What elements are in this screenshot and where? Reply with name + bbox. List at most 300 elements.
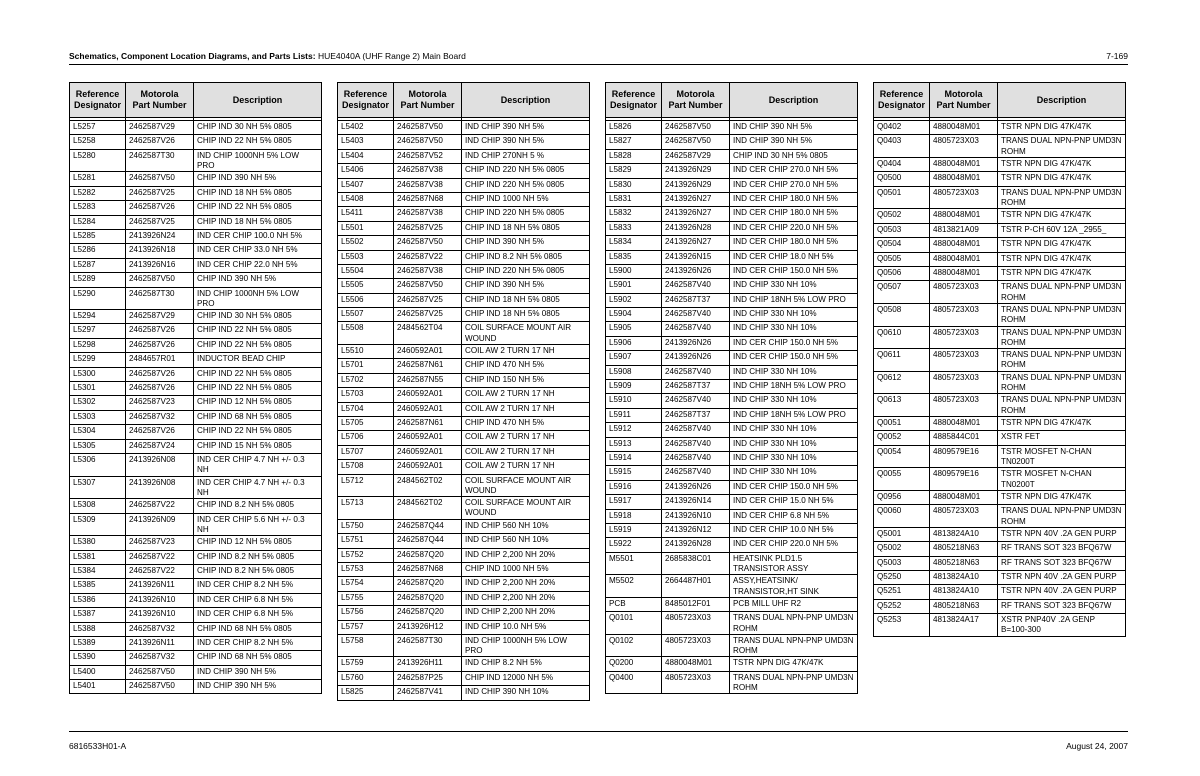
cell-description: CHIP IND 22 NH 5% 0805 (194, 338, 322, 352)
cell-description: IND CHIP 2,200 NH 20% (462, 606, 590, 620)
cell-description: IND CER CHIP 220.0 NH 5% (730, 221, 858, 235)
table-row (338, 135, 590, 149)
cell-description: IND CHIP 390 NH 5% (462, 121, 590, 135)
cell-description: COIL AW 2 TURN 17 NH (462, 388, 590, 402)
cell-reference-designator: L5750 (338, 519, 394, 533)
table-row (606, 236, 858, 250)
cell-part-number: 4813824A10 (930, 571, 998, 585)
cell-description: TSTR NPN DIG 47K/47K (998, 490, 1126, 504)
cell-description: TRANS DUAL NPN-PNP UMD3N ROHM (998, 394, 1126, 417)
cell-part-number: 2462587N61 (394, 359, 462, 373)
cell-description: IND CHIP 560 NH 10% (462, 534, 590, 548)
cell-reference-designator: L5831 (606, 192, 662, 206)
cell-description: PCB MILL UHF R2 (730, 597, 858, 611)
cell-description: IND CER CHIP 6.8 NH 5% (194, 593, 322, 607)
cell-reference-designator: L5305 (70, 439, 126, 453)
header-part-number: Motorola Part Number (394, 83, 462, 118)
cell-reference-designator: L5900 (606, 264, 662, 278)
cell-part-number: 4880048M01 (930, 266, 998, 280)
cell-part-number: 2462587V26 (126, 425, 194, 439)
cell-description: COIL AW 2 TURN 17 NH (462, 445, 590, 459)
cell-part-number: 4880048M01 (930, 121, 998, 135)
table-row (606, 178, 858, 192)
cell-reference-designator: L5918 (606, 509, 662, 523)
table-row (606, 451, 858, 465)
cell-description: IND CHIP 18NH 5% LOW PRO (730, 293, 858, 307)
cell-part-number: 2462587N68 (394, 562, 462, 576)
cell-description: CHIP IND 22 NH 5% 0805 (194, 425, 322, 439)
cell-description: IND CHIP 1000NH 5% LOW PRO (194, 287, 322, 310)
cell-reference-designator: L5919 (606, 523, 662, 537)
table-row (874, 303, 1126, 326)
table-row (70, 338, 322, 352)
cell-reference-designator: L5833 (606, 221, 662, 235)
cell-part-number: 4805218N63 (930, 556, 998, 570)
table-row (338, 250, 590, 264)
cell-part-number: 4809579E16 (930, 468, 998, 491)
table-row (70, 564, 322, 578)
table-row (338, 445, 590, 459)
cell-description: TSTR NPN DIG 47K/47K (998, 121, 1126, 135)
table-row (70, 367, 322, 381)
cell-part-number: 4805723X03 (662, 612, 730, 635)
cell-description: IND CER CHIP 15.0 NH 5% (730, 495, 858, 509)
cell-part-number: 2462587V40 (662, 308, 730, 322)
cell-description: CHIP IND 220 NH 5% 0805 (462, 264, 590, 278)
table-row (338, 431, 590, 445)
cell-part-number: 2462587V50 (662, 121, 730, 135)
cell-reference-designator: L5504 (338, 264, 394, 278)
footer-rule (69, 731, 1128, 732)
table-row (70, 579, 322, 593)
cell-reference-designator: L5290 (70, 287, 126, 310)
cell-reference-designator: L5828 (606, 149, 662, 163)
table-row (606, 394, 858, 408)
cell-description: HEATSINK PLD1.5 TRANSISTOR ASSY (730, 552, 858, 575)
table-row (874, 445, 1126, 468)
table-row (606, 671, 858, 694)
cell-description: IND CER CHIP 150.0 NH 5% (730, 336, 858, 350)
cell-description: CHIP IND 220 NH 5% 0805 (462, 207, 590, 221)
cell-description: TRANS DUAL NPN-PNP UMD3N ROHM (998, 135, 1126, 158)
table-row (338, 577, 590, 591)
cell-part-number: 4805723X03 (930, 349, 998, 372)
cell-part-number: 2685838C01 (662, 552, 730, 575)
cell-reference-designator: Q0052 (874, 431, 930, 445)
cell-description: CHIP IND 68 NH 5% 0805 (194, 651, 322, 665)
cell-reference-designator: L5281 (70, 172, 126, 186)
cell-part-number: 2462587V40 (662, 451, 730, 465)
cell-part-number: 2462587V38 (394, 264, 462, 278)
cell-description: IND CHIP 2,200 NH 20% (462, 577, 590, 591)
cell-part-number: 2413926N28 (662, 538, 730, 552)
cell-reference-designator: Q0051 (874, 416, 930, 430)
cell-description: CHIP IND 12 NH 5% 0805 (194, 396, 322, 410)
cell-reference-designator: L5825 (338, 686, 394, 700)
cell-reference-designator: Q5253 (874, 614, 930, 637)
cell-reference-designator: L5389 (70, 636, 126, 650)
cell-part-number: 2413926N10 (126, 593, 194, 607)
table-row (606, 437, 858, 451)
cell-part-number: 2462587N55 (394, 373, 462, 387)
cell-part-number: 2413926N11 (126, 579, 194, 593)
parts-table-4 (873, 82, 1126, 637)
cell-description: IND CER CHIP 10.0 NH 5% (730, 523, 858, 537)
cell-reference-designator: L5906 (606, 336, 662, 350)
cell-part-number: 2413926H11 (394, 657, 462, 671)
cell-reference-designator: L5835 (606, 250, 662, 264)
table-row (338, 164, 590, 178)
table-row (338, 657, 590, 671)
cell-part-number: 2462587T30 (126, 149, 194, 172)
cell-description: COIL AW 2 TURN 17 NH (462, 402, 590, 416)
cell-description: IND CER CHIP 18.0 NH 5% (730, 250, 858, 264)
table-row (606, 121, 858, 135)
cell-reference-designator: L5300 (70, 367, 126, 381)
cell-reference-designator: L5506 (338, 293, 394, 307)
table-row (874, 490, 1126, 504)
cell-description: CHIP IND 1000 NH 5% (462, 562, 590, 576)
cell-part-number: 2462587V38 (394, 178, 462, 192)
cell-part-number: 4805723X03 (662, 634, 730, 657)
cell-part-number: 2462587V50 (394, 121, 462, 135)
cell-description: ASSY,HEATSINK/ TRANSISTOR,HT SINK (730, 575, 858, 598)
cell-description: IND CHIP 330 NH 10% (730, 322, 858, 336)
table-row (338, 293, 590, 307)
table-row (70, 310, 322, 324)
cell-reference-designator: Q0501 (874, 186, 930, 209)
cell-reference-designator: L5758 (338, 634, 394, 657)
cell-description: CHIP IND 12 NH 5% 0805 (194, 536, 322, 550)
cell-part-number: 2462587V50 (662, 135, 730, 149)
table-row (606, 293, 858, 307)
cell-description: CHIP IND 18 NH 5% 0805 (462, 221, 590, 235)
cell-part-number: 2460592A01 (394, 402, 462, 416)
cell-part-number: 2460592A01 (394, 460, 462, 474)
table-row (606, 221, 858, 235)
cell-description: IND CHIP 10.0 NH 5% (462, 620, 590, 634)
table-row (606, 149, 858, 163)
cell-description: IND CER CHIP 180.0 NH 5% (730, 236, 858, 250)
cell-reference-designator: Q0508 (874, 303, 930, 326)
cell-description: IND CER CHIP 6.8 NH 5% (194, 608, 322, 622)
cell-part-number: 2413926N10 (662, 509, 730, 523)
table-row (874, 542, 1126, 556)
header-reference-designator: Reference Designator (70, 83, 126, 118)
cell-part-number: 4813824A17 (930, 614, 998, 637)
cell-reference-designator: Q0507 (874, 281, 930, 304)
table-row (606, 365, 858, 379)
cell-reference-designator: L5306 (70, 454, 126, 477)
cell-reference-designator: L5298 (70, 338, 126, 352)
cell-description: IND CHIP 270NH 5 % (462, 149, 590, 163)
table-row (874, 157, 1126, 171)
cell-part-number: 4880048M01 (930, 172, 998, 186)
cell-description: CHIP IND 22 NH 5% 0805 (194, 382, 322, 396)
table-header-row (874, 83, 1126, 118)
table-row (70, 439, 322, 453)
cell-part-number: 4880048M01 (930, 490, 998, 504)
cell-description: IND CHIP 1000NH 5% LOW PRO (194, 149, 322, 172)
cell-reference-designator: L5702 (338, 373, 394, 387)
cell-reference-designator: L5304 (70, 425, 126, 439)
cell-description: COIL AW 2 TURN 17 NH (462, 460, 590, 474)
header-part-number: Motorola Part Number (662, 83, 730, 118)
cell-reference-designator: Q0956 (874, 490, 930, 504)
cell-description: IND CHIP 390 NH 10% (462, 686, 590, 700)
cell-reference-designator: L5708 (338, 460, 394, 474)
cell-reference-designator: L5301 (70, 382, 126, 396)
cell-reference-designator: Q0612 (874, 371, 930, 394)
table-row (606, 308, 858, 322)
cell-description: CHIP IND 1000 NH 5% (462, 192, 590, 206)
cell-part-number: 4805218N63 (930, 599, 998, 613)
cell-reference-designator: L5302 (70, 396, 126, 410)
header-title-bold: Schematics, Component Location Diagrams, and Parts Lists: (69, 51, 316, 61)
cell-reference-designator: L5287 (70, 258, 126, 272)
cell-reference-designator: Q0400 (606, 671, 662, 694)
cell-description: TSTR NPN DIG 47K/47K (998, 266, 1126, 280)
cell-reference-designator: L5404 (338, 149, 394, 163)
table-row (70, 622, 322, 636)
table-row (874, 349, 1126, 372)
cell-part-number: 2413926N11 (126, 636, 194, 650)
cell-reference-designator: L5705 (338, 417, 394, 431)
cell-part-number: 2484562T04 (394, 322, 462, 345)
table-row (70, 135, 322, 149)
table-row (338, 345, 590, 359)
cell-description: IND CER CHIP 150.0 NH 5% (730, 264, 858, 278)
cell-description: TSTR NPN DIG 47K/47K (730, 657, 858, 671)
table-row (338, 264, 590, 278)
cell-part-number: 2462587V50 (126, 680, 194, 694)
table-row (338, 460, 590, 474)
cell-description: IND CER CHIP 270.0 NH 5% (730, 178, 858, 192)
cell-part-number: 4880048M01 (930, 252, 998, 266)
cell-reference-designator: L5257 (70, 121, 126, 135)
table-row (70, 410, 322, 424)
cell-reference-designator: L5303 (70, 410, 126, 424)
table-row (606, 207, 858, 221)
table-row (606, 192, 858, 206)
cell-reference-designator: L5411 (338, 207, 394, 221)
cell-reference-designator: L5508 (338, 322, 394, 345)
cell-part-number: 2413926N16 (126, 258, 194, 272)
table-header-row (606, 83, 858, 118)
table-row (70, 186, 322, 200)
cell-description: IND CHIP 330 NH 10% (730, 394, 858, 408)
cell-description: COIL SURFACE MOUNT AIR WOUND (462, 497, 590, 520)
table-row (338, 149, 590, 163)
cell-part-number: 2484562T02 (394, 474, 462, 497)
cell-reference-designator: L5403 (338, 135, 394, 149)
cell-description: IND CER CHIP 220.0 NH 5% (730, 538, 858, 552)
cell-description: IND CER CHIP 8.2 NH 5% (194, 636, 322, 650)
table-row (70, 665, 322, 679)
table-row (874, 281, 1126, 304)
table-row (874, 186, 1126, 209)
table-row (338, 308, 590, 322)
cell-description: IND CER CHIP 4.7 NH +/- 0.3 NH (194, 454, 322, 477)
cell-part-number: 2462587V40 (662, 279, 730, 293)
cell-description: IND CER CHIP 150.0 NH 5% (730, 480, 858, 494)
cell-part-number: 4805723X03 (930, 303, 998, 326)
cell-reference-designator: L5507 (338, 308, 394, 322)
cell-reference-designator: Q5250 (874, 571, 930, 585)
cell-description: TRANS DUAL NPN-PNP UMD3N ROHM (998, 505, 1126, 528)
cell-description: TRANS DUAL NPN-PNP UMD3N ROHM (998, 371, 1126, 394)
table-row (338, 388, 590, 402)
cell-part-number: 2413926N18 (126, 244, 194, 258)
cell-part-number: 2462587V26 (126, 338, 194, 352)
table-row (606, 634, 858, 657)
cell-reference-designator: Q0101 (606, 612, 662, 635)
parts-table-2 (337, 82, 590, 701)
table-row (874, 252, 1126, 266)
cell-description: CHIP IND 30 NH 5% 0805 (730, 149, 858, 163)
cell-description: TSTR NPN 40V .2A GEN PURP (998, 585, 1126, 599)
cell-part-number: 2462587T37 (662, 380, 730, 394)
cell-reference-designator: L5280 (70, 149, 126, 172)
cell-reference-designator: L5297 (70, 324, 126, 338)
cell-description: RF TRANS SOT 323 BFQ67W (998, 599, 1126, 613)
cell-reference-designator: L5916 (606, 480, 662, 494)
table-row (70, 244, 322, 258)
cell-description: CHIP IND 8.2 NH 5% 0805 (462, 250, 590, 264)
cell-description: IND CER CHIP 8.2 NH 5% (194, 579, 322, 593)
cell-part-number: 2462587V22 (126, 499, 194, 513)
cell-reference-designator: Q0505 (874, 252, 930, 266)
table-row (338, 606, 590, 620)
cell-part-number: 2413926N08 (126, 454, 194, 477)
table-row (874, 121, 1126, 135)
cell-reference-designator: L5701 (338, 359, 394, 373)
cell-part-number: 2462587V40 (662, 466, 730, 480)
cell-reference-designator: L5406 (338, 164, 394, 178)
cell-reference-designator: L5707 (338, 445, 394, 459)
cell-part-number: 2462587V38 (394, 164, 462, 178)
table-row (338, 534, 590, 548)
cell-description: IND CHIP 560 NH 10% (462, 519, 590, 533)
table-row (70, 121, 322, 135)
cell-description: IND CHIP 330 NH 10% (730, 308, 858, 322)
cell-part-number: 2462587V32 (126, 622, 194, 636)
cell-description: TRANS DUAL NPN-PNP UMD3N ROHM (998, 326, 1126, 349)
table-row (338, 519, 590, 533)
cell-description: CHIP IND 22 NH 5% 0805 (194, 367, 322, 381)
header-description: Description (462, 83, 590, 118)
table-row (338, 417, 590, 431)
cell-description: COIL AW 2 TURN 17 NH (462, 431, 590, 445)
cell-reference-designator: L5381 (70, 550, 126, 564)
table-row (874, 468, 1126, 491)
cell-reference-designator: Q0060 (874, 505, 930, 528)
cell-reference-designator: L5503 (338, 250, 394, 264)
cell-part-number: 2413926N12 (662, 523, 730, 537)
page-header (69, 51, 466, 61)
cell-description: IND CHIP 8.2 NH 5% (462, 657, 590, 671)
table-row (606, 351, 858, 365)
cell-part-number: 4885844C01 (930, 431, 998, 445)
cell-reference-designator: L5834 (606, 236, 662, 250)
cell-description: IND CHIP 390 NH 5% (730, 135, 858, 149)
cell-description: TRANS DUAL NPN-PNP UMD3N ROHM (998, 186, 1126, 209)
cell-description: XSTR PNP40V .2A GENP B=100-300 (998, 614, 1126, 637)
header-reference-designator: Reference Designator (874, 83, 930, 118)
cell-part-number: 2413926N08 (126, 476, 194, 499)
cell-description: INDUCTOR BEAD CHIP (194, 353, 322, 367)
header-part-number: Motorola Part Number (930, 83, 998, 118)
cell-reference-designator: L5753 (338, 562, 394, 576)
table-row (338, 221, 590, 235)
cell-part-number: 2462587V23 (126, 536, 194, 550)
cell-part-number: 2462587V26 (126, 382, 194, 396)
cell-description: CHIP IND 30 NH 5% 0805 (194, 310, 322, 324)
cell-reference-designator: Q0613 (874, 394, 930, 417)
cell-description: TSTR MOSFET N-CHAN TN0200T (998, 445, 1126, 468)
table-row (606, 509, 858, 523)
cell-description: CHIP IND 30 NH 5% 0805 (194, 121, 322, 135)
cell-reference-designator: L5308 (70, 499, 126, 513)
cell-reference-designator: L5827 (606, 135, 662, 149)
cell-part-number: 2462587N68 (394, 192, 462, 206)
cell-reference-designator: L5760 (338, 671, 394, 685)
cell-reference-designator: L5385 (70, 579, 126, 593)
cell-description: IND CER CHIP 100.0 NH 5% (194, 229, 322, 243)
cell-reference-designator: L5922 (606, 538, 662, 552)
cell-reference-designator: Q0054 (874, 445, 930, 468)
cell-part-number: 2460592A01 (394, 388, 462, 402)
table-row (874, 326, 1126, 349)
cell-reference-designator: L5282 (70, 186, 126, 200)
cell-reference-designator: L5704 (338, 402, 394, 416)
cell-part-number: 2462587V24 (126, 439, 194, 453)
table-row (606, 164, 858, 178)
table-row (874, 394, 1126, 417)
cell-part-number: 4809579E16 (930, 445, 998, 468)
cell-part-number: 2462587V25 (394, 221, 462, 235)
cell-reference-designator: L5713 (338, 497, 394, 520)
cell-description: IND CHIP 390 NH 5% (730, 121, 858, 135)
cell-description: IND CHIP 2,200 NH 20% (462, 548, 590, 562)
cell-reference-designator: L5285 (70, 229, 126, 243)
cell-description: CHIP IND 220 NH 5% 0805 (462, 164, 590, 178)
footer-doc-number: 6816533H01-A (69, 741, 127, 751)
cell-part-number: 2462587V41 (394, 686, 462, 700)
table-row (70, 550, 322, 564)
cell-reference-designator: Q0404 (874, 157, 930, 171)
cell-part-number: 2413926N26 (662, 351, 730, 365)
cell-part-number: 2664487H01 (662, 575, 730, 598)
cell-reference-designator: L5756 (338, 606, 394, 620)
cell-part-number: 2462587V50 (126, 665, 194, 679)
cell-reference-designator: L5289 (70, 273, 126, 287)
cell-reference-designator: L5400 (70, 665, 126, 679)
table-row (874, 527, 1126, 541)
table-row (874, 416, 1126, 430)
cell-part-number: 2462587Q20 (394, 548, 462, 562)
cell-reference-designator: L5408 (338, 192, 394, 206)
table-row (874, 266, 1126, 280)
cell-description: CHIP IND 390 NH 5% (462, 236, 590, 250)
cell-reference-designator: L5283 (70, 201, 126, 215)
cell-description: XSTR FET (998, 431, 1126, 445)
cell-description: CHIP IND 22 NH 5% 0805 (194, 135, 322, 149)
table-row (874, 172, 1126, 186)
table-row (606, 552, 858, 575)
cell-reference-designator: L5915 (606, 466, 662, 480)
cell-part-number: 2462587V23 (126, 396, 194, 410)
